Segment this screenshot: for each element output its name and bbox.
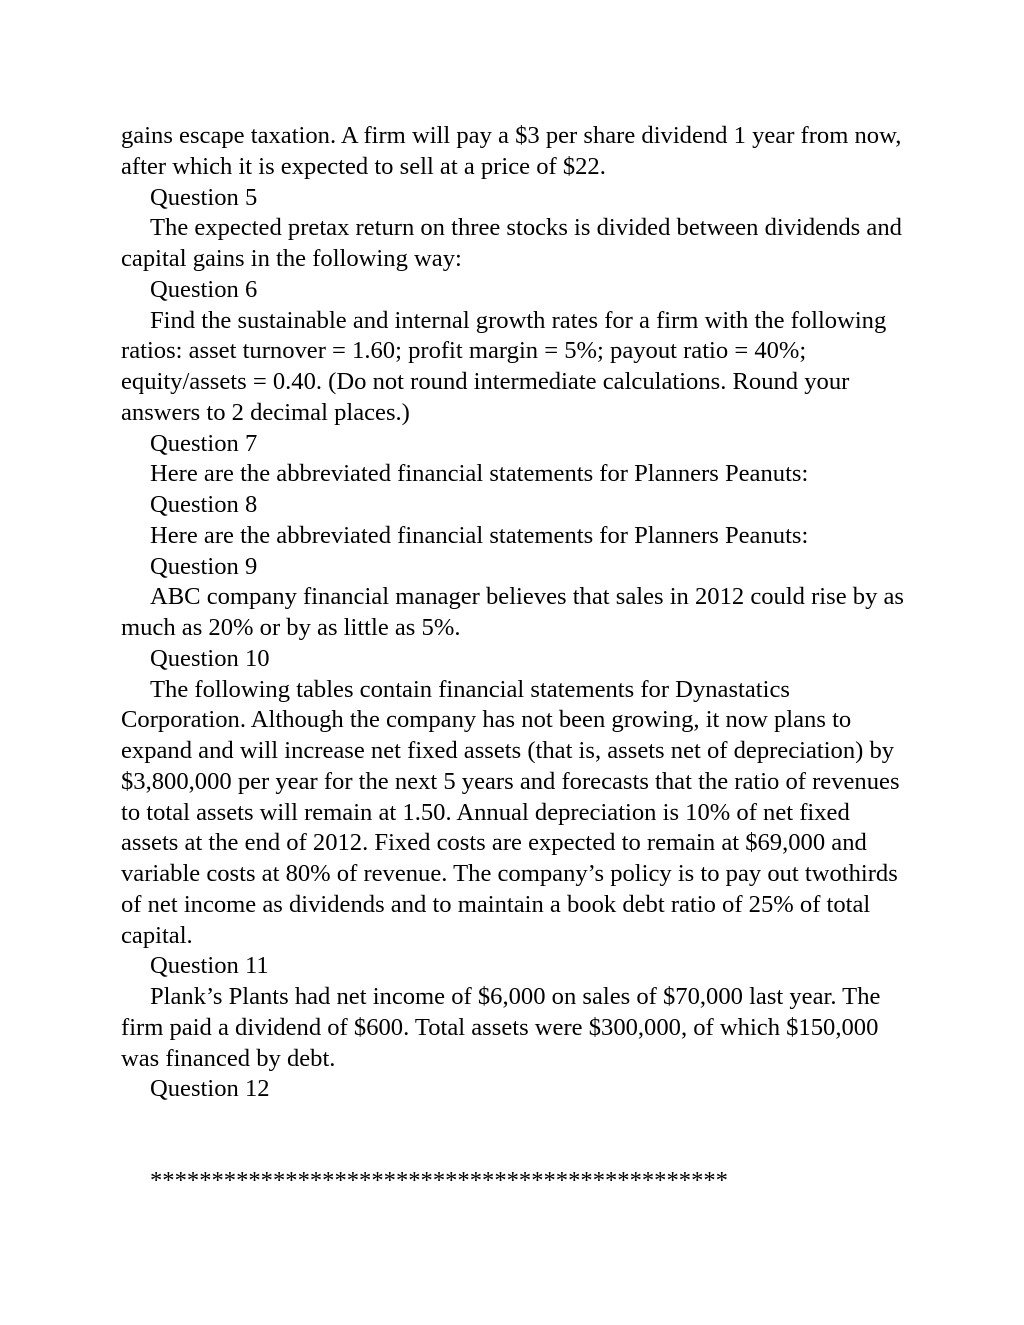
- question-text-5: The expected pretax return on three stocks is divided between dividends and capital gains in the following way:: [121, 214, 902, 272]
- question-text-11: Plank’s Plants had net income of $6,000 on sales of $70,000 last year. The firm paid a dividend of $600. Total assets were $300,000, of which $150,000 was financed by debt.: [121, 983, 881, 1072]
- paragraph-continuation: gains escape taxation. A firm will pay a $3 per share dividend 1 year from now, after which it is expected to sell at a price of $22.: [121, 122, 902, 180]
- document-body: [121, 121, 911, 1105]
- question-heading-10: Question 10: [150, 644, 270, 672]
- document-page: [121, 121, 911, 1197]
- question-text-7: Here are the abbreviated financial statements for Planners Peanuts:: [150, 460, 809, 488]
- question-text-6: Find the sustainable and internal growth rates for a firm with the following ratios: asset turnover = 1.60; profit margin = 5%; payout ratio = 40%; equity/assets = 0.40. (Do not round intermediate calculations. Round your answers to 2 decimal places.): [121, 306, 887, 426]
- question-text-9: ABC company financial manager believes that sales in 2012 could rise by as much as 20% or by as little as 5%.: [121, 583, 905, 641]
- blank-spacer: [121, 1105, 911, 1166]
- question-heading-7: Question 7: [150, 429, 258, 457]
- question-heading-9: Question 9: [150, 552, 258, 580]
- question-text-8: Here are the abbreviated financial statements for Planners Peanuts:: [150, 521, 809, 549]
- question-text-10: The following tables contain financial statements for Dynastatics Corporation. Although the company has not been growing, it now plans to expand and will increase net fixed assets (that is, assets net of depreciation) by $3,800,000 per year for the next 5 years and forecasts that the ratio of revenues to total assets will remain at 1.50. Annual depreciation is 10% of net fixed assets at the end of 2012. Fixed costs are expected to remain at $69,000 and variable costs at 80% of revenue. The company’s policy is to pay out twothirds of net income as dividends and to maintain a book debt ratio of 25% of total capital.: [121, 675, 900, 949]
- question-heading-12: Question 12: [150, 1075, 270, 1103]
- question-heading-6: Question 6: [150, 275, 258, 303]
- question-heading-11: Question 11: [150, 952, 269, 980]
- asterisk-separator: ***********************************************: [150, 1167, 728, 1194]
- question-heading-8: Question 8: [150, 491, 258, 518]
- question-heading-5: Question 5: [150, 183, 258, 211]
